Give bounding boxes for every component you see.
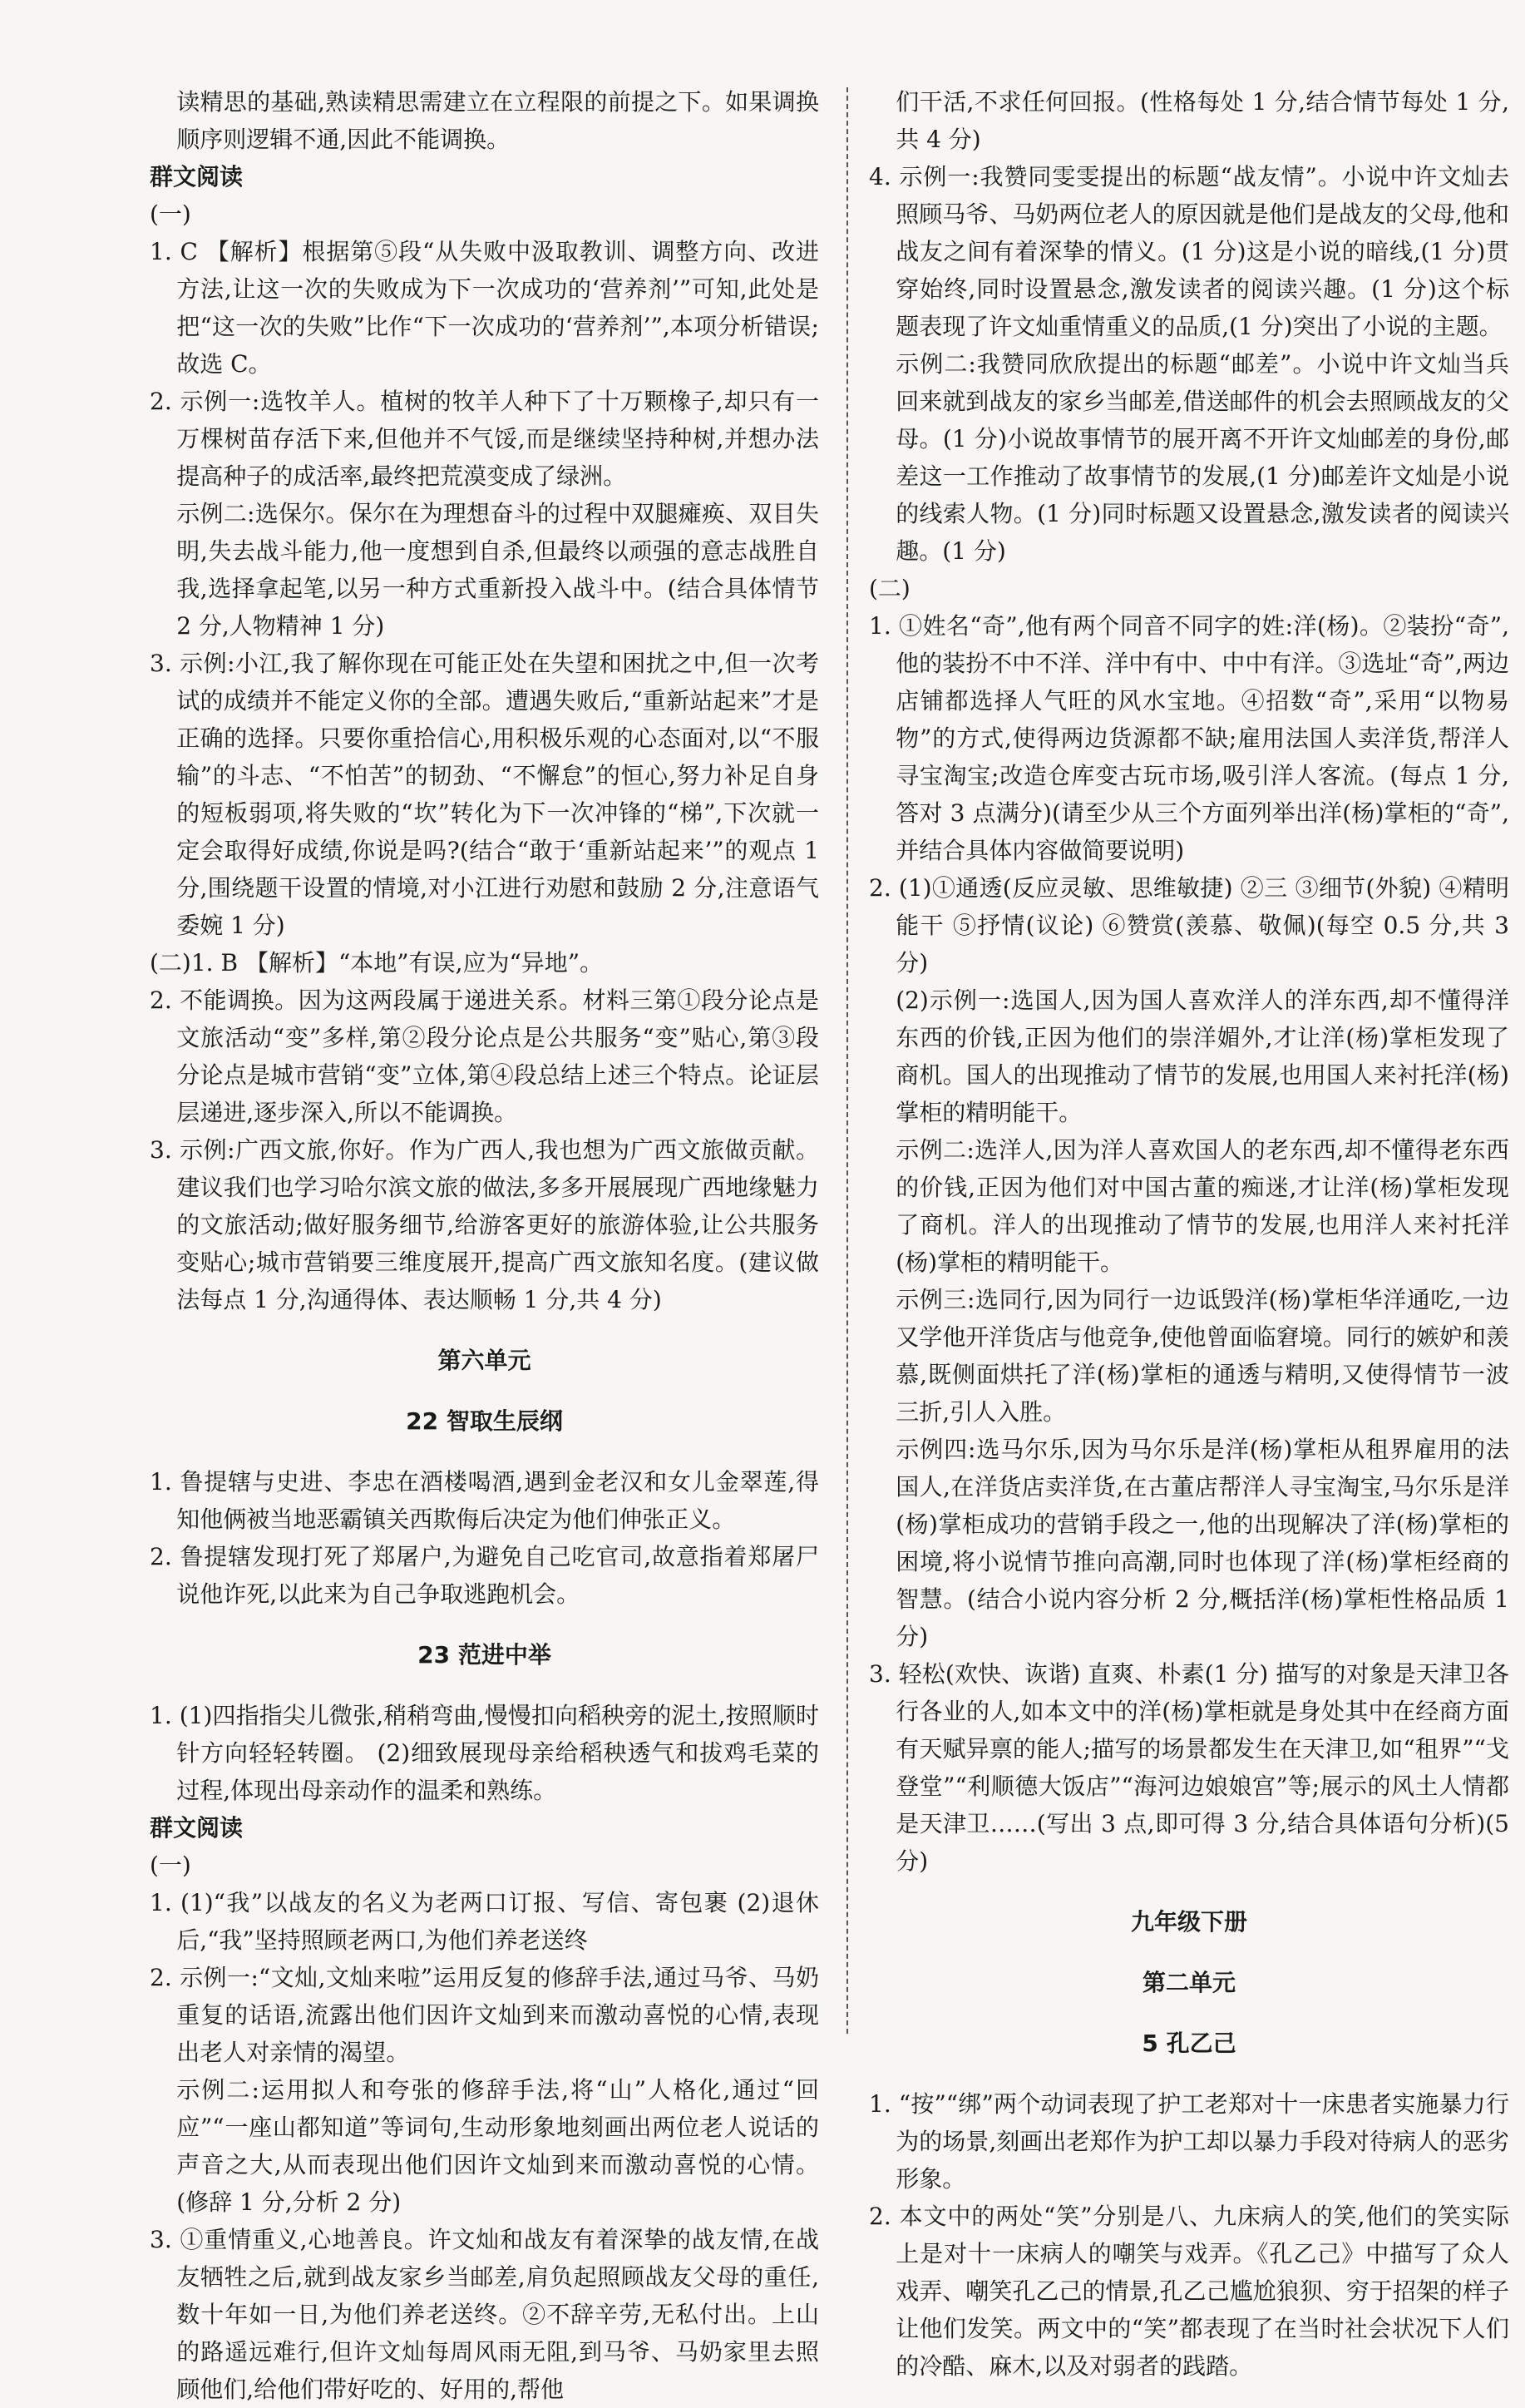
- answer-paragraph: 2. 本文中的两处“笑”分别是八、九床病人的笑,他们的笑实际上是对十一床病人的嘲笑与戏弄。《孔乙己》中描写了众人戏弄、嘲笑孔乙己的情景,孔乙己尴尬狼狈、穷于招架的样子让他们发笑。两文中的“笑”都表现了在当时社会状况下人们的冷酷、麻木,以及对弱者的践踏。: [869, 2203, 1509, 2380]
- answer-paragraph: 2. 不能调换。因为这两段属于递进关系。材料三第①段分论点是文旅活动“变”多样,第②段分论点是公共服务“变”贴心,第③段分论点是城市营销“变”立体,第④段总结上述三个特点。论证层层递进,逐步深入,所以不能调换。: [150, 986, 819, 1126]
- answer-paragraph: 2. 示例一:选牧羊人。植树的牧羊人种下了十万颗橡子,却只有一万棵树苗存活下来,但他并不气馁,而是继续坚持种树,并想办法提高种子的成活率,最终把荒漠变成了绿洲。: [150, 388, 819, 490]
- answer-paragraph: 3. 示例:小江,我了解你现在可能正处在失望和困扰之中,但一次考试的成绩并不能定义你的全部。遭遇失败后,“重新站起来”才是正确的选择。只要你重拾信心,用积极乐观的心态面对,以“不服输”的斗志、“不怕苦”的韧劲、“不懈怠”的恒心,努力补足自身的短板弱项,将失败的“坎”转化为下一次冲锋的“梯”,下次就一定会取得好成绩,你说是吗?(结合“敢于‘重新站起来’”的观点 1 分,围绕题干设置的情境,对小江进行劝慰和鼓励 2 分,注意语气委婉 1 分): [150, 650, 819, 939]
- answer-paragraph: (二)1. B 【解析】“本地”有误,应为“异地”。: [150, 949, 604, 977]
- answer-paragraph: (一): [150, 1852, 191, 1879]
- section-heading: 群文阅读: [150, 163, 244, 190]
- section-heading: 22 智取生辰纲: [406, 1407, 563, 1435]
- answer-paragraph: 们干活,不求任何回报。(性格每处 1 分,结合情节每处 1 分,共 4 分): [896, 88, 1509, 153]
- answer-paragraph: 1. “按”“绑”两个动词表现了护工老郑对十一床患者实施暴力行为的场景,刻画出老郑作为护工却以暴力手段对待病人的恶劣形象。: [869, 2090, 1509, 2193]
- section-heading: 23 范进中举: [417, 1641, 551, 1669]
- answer-paragraph: 读精思的基础,熟读精思需建立在立程限的前提之下。如果调换顺序则逻辑不通,因此不能调换。: [176, 88, 819, 153]
- answer-paragraph: 示例四:选马尔乐,因为马尔乐是洋(杨)掌柜从租界雇用的法国人,在洋货店卖洋货,在古董店帮洋人寻宝淘宝,马尔乐是洋(杨)掌柜成功的营销手段之一,他的出现解决了洋(杨)掌柜的困境,将小说情节推向高潮,同时也体现了洋(杨)掌柜经商的智慧。(结合小说内容分析 2 分,概括洋(杨)掌柜性格品质 1 分): [896, 1436, 1509, 1650]
- section-heading: 第六单元: [437, 1347, 531, 1374]
- section-heading: 九年级下册: [1130, 1908, 1247, 1936]
- answer-paragraph: (二): [869, 575, 911, 602]
- answer-paragraph: (2)示例一:选国人,因为国人喜欢洋人的洋东西,却不懂得洋东西的价钱,正因为他们的崇洋媚外,才让洋(杨)掌柜发现了商机。国人的出现推动了情节的发展,也用国人来衬托洋(杨)掌柜的精明能干。: [896, 986, 1509, 1126]
- answer-paragraph: 示例二:选保尔。保尔在为理想奋斗的过程中双腿瘫痪、双目失明,失去战斗能力,他一度想到自杀,但最终以顽强的意志战胜自我,选择拿起笔,以另一种方式重新投入战斗中。(结合具体情节 2 分,人物精神 1 分): [176, 500, 819, 640]
- answer-paragraph: 1. ①姓名“奇”,他有两个同音不同字的姓:洋(杨)。②装扮“奇”,他的装扮不中不洋、洋中有中、中中有洋。③选址“奇”,两边店铺都选择人气旺的风水宝地。④招数“奇”,采用“以物易物”的方式,使得两边货源都不缺;雇用法国人卖洋货,帮洋人寻宝淘宝;改造仓库变古玩市场,吸引洋人客流。(每点 1 分,答对 3 点满分)(请至少从三个方面列举出洋(杨)掌柜的“奇”,并结合具体内容做简要说明): [869, 612, 1509, 864]
- answer-paragraph: 示例二:选洋人,因为洋人喜欢国人的老东西,却不懂得老东西的价钱,正因为他们对中国古董的痴迷,才让洋(杨)掌柜发现了商机。洋人的出现推动了情节的发展,也用洋人来衬托洋(杨)掌柜的精明能干。: [896, 1136, 1509, 1276]
- section-heading: 群文阅读: [150, 1814, 244, 1842]
- answer-paragraph: 1. (1)“我”以战友的名义为老两口订报、写信、寄包裹 (2)退休后,“我”坚持照顾老两口,为他们养老送终: [150, 1889, 819, 1954]
- right-column: [869, 83, 1509, 2385]
- answer-paragraph: 示例二:我赞同欣欣提出的标题“邮差”。小说中许文灿当兵回来就到战友的家乡当邮差,借送邮件的机会去照顾战友的父母。(1 分)小说故事情节的展开离不开许文灿邮差的身份,邮差这一工作推动了故事情节的发展,(1 分)邮差许文灿是小说的线索人物。(1 分)同时标题又设置悬念,激发读者的阅读兴趣。(1 分): [896, 350, 1509, 565]
- answer-paragraph: 2. 鲁提辖发现打死了郑屠户,为避免自己吃官司,故意指着郑屠尸说他诈死,以此来为自己争取逃跑机会。: [150, 1543, 819, 1608]
- answer-paragraph: 示例三:选同行,因为同行一边诋毁洋(杨)掌柜华洋通吃,一边又学他开洋货店与他竞争,使他曾面临窘境。同行的嫉妒和羡慕,既侧面烘托了洋(杨)掌柜的通透与精明,又使得情节一波三折,引人入胜。: [896, 1286, 1509, 1426]
- answer-paragraph: (一): [150, 200, 191, 228]
- section-heading: 第二单元: [1142, 1969, 1236, 1996]
- answer-paragraph: 3. ①重情重义,心地善良。许文灿和战友有着深挚的战友情,在战友牺牲之后,就到战友家乡当邮差,肩负起照顾战友父母的重任,数十年如一日,为他们养老送终。②不辞辛劳,无私付出。上山的路遥远难行,但许文灿每周风雨无阻,到马爷、马奶家里去照顾他们,给他们带好吃的、好用的,帮他: [150, 2226, 819, 2403]
- answer-paragraph: 2. 示例一:“文灿,文灿来啦”运用反复的修辞手法,通过马爷、马奶重复的话语,流露出他们因许文灿到来而激动喜悦的心情,表现出老人对亲情的渴望。: [150, 1964, 819, 2066]
- column-divider: [846, 87, 848, 2034]
- answer-paragraph: 3. 示例:广西文旅,你好。作为广西人,我也想为广西文旅做贡献。建议我们也学习哈尔滨文旅的做法,多多开展展现广西地缘魅力的文旅活动;做好服务细节,给游客更好的旅游体验,让公共服务变贴心;城市营销要三维度展开,提高广西文旅知名度。(建议做法每点 1 分,沟通得体、表达顺畅 1 分,共 4 分): [150, 1136, 819, 1313]
- answer-paragraph: 1. 鲁提辖与史进、李忠在酒楼喝酒,遇到金老汉和女儿金翠莲,得知他俩被当地恶霸镇关西欺侮后决定为他们伸张正义。: [150, 1468, 819, 1533]
- answer-paragraph: 1. (1)四指指尖儿微张,稍稍弯曲,慢慢扣向稻秧旁的泥土,按照顺时针方向轻轻转圈。 (2)细致展现母亲给稻秧透气和拔鸡毛菜的过程,体现出母亲动作的温柔和熟练。: [150, 1702, 819, 1804]
- answer-paragraph: 3. 轻松(欢快、诙谐) 直爽、朴素(1 分) 描写的对象是天津卫各行各业的人,如本文中的洋(杨)掌柜就是身处其中在经商方面有天赋异禀的能人;描写的场景都发生在天津卫,如“租界”“戈登堂”“利顺德大饭店”“海河边娘娘宫”等;展示的风土人情都是天津卫……(写出 3 点,即可得 3 分,结合具体语句分析)(5 分): [869, 1660, 1509, 1875]
- answer-paragraph: 1. C 【解析】根据第⑤段“从失败中汲取教训、调整方向、改进方法,让这一次的失败成为下一次成功的‘营养剂’”可知,此处是把“这一次的失败”比作“下一次成功的‘营养剂’”,本项分析错误;故选 C。: [150, 238, 819, 378]
- section-heading: 5 孔乙己: [1142, 2030, 1236, 2057]
- answer-paragraph: 4. 示例一:我赞同雯雯提出的标题“战友情”。小说中许文灿去照顾马爷、马奶两位老人的原因就是他们是战友的父母,他和战友之间有着深挚的情义。(1 分)这是小说的暗线,(1 分)贯穿始终,同时设置悬念,激发读者的阅读兴趣。(1 分)这个标题表现了许文灿重情重义的品质,(1 分)突出了小说的主题。: [869, 163, 1509, 340]
- left-column: [150, 83, 819, 2408]
- answer-paragraph: 2. (1)①通透(反应灵敏、思维敏捷) ②三 ③细节(外貌) ④精明能干 ⑤抒情(议论) ⑥赞赏(羡慕、敬佩)(每空 0.5 分,共 3 分): [869, 874, 1509, 977]
- answer-paragraph: 示例二:运用拟人和夸张的修辞手法,将“山”人格化,通过“回应”“一座山都知道”等词句,生动形象地刻画出两位老人说话的声音之大,从而表现出他们因许文灿到来而激动喜悦的心情。(修辞 1 分,分析 2 分): [176, 2076, 819, 2216]
